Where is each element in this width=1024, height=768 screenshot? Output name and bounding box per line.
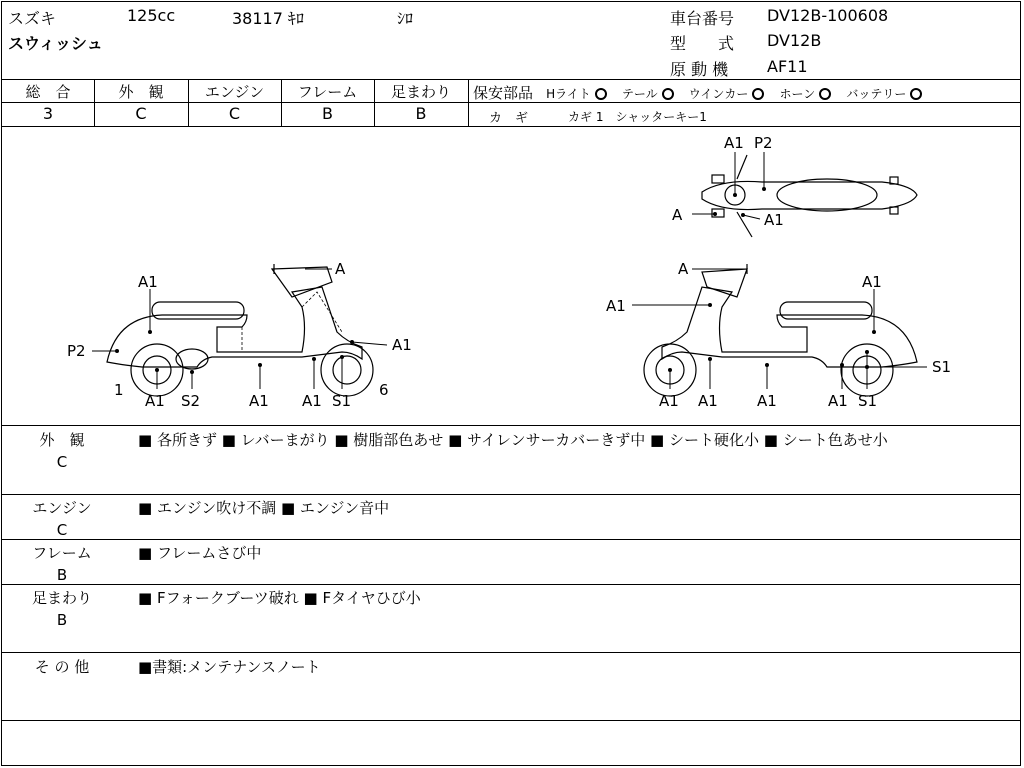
rating-value-engine: C bbox=[228, 104, 241, 123]
diagram-label: A1 bbox=[302, 392, 322, 410]
model-name: スウィッシュ bbox=[8, 34, 103, 53]
diagram-label: A1 bbox=[392, 336, 412, 354]
diagram-label: A1 bbox=[138, 273, 158, 291]
detail-grade-suspension: B bbox=[56, 611, 68, 629]
diagram-label: A1 bbox=[698, 392, 718, 410]
diagram-label: A1 bbox=[606, 297, 626, 315]
ok-circle-icon bbox=[752, 88, 764, 100]
detail-category-engine: エンジン bbox=[32, 499, 92, 517]
mileage: 38117 ｷﾛ bbox=[232, 9, 304, 28]
diagram-label: A1 bbox=[764, 211, 784, 229]
detail-text-exterior: ■ 各所きず ■ レバーまがり ■ 樹脂部色あせ ■ サイレンサーカバーきず中 ■ シート硬化小 ■ シート色あせ小 bbox=[138, 431, 888, 449]
safety-item-horn: ホーン bbox=[779, 87, 816, 101]
diagram-label: P2 bbox=[67, 342, 86, 360]
ok-circle-icon bbox=[662, 88, 674, 100]
diagram-label: P2 bbox=[754, 134, 773, 152]
body-color: ｼﾛ bbox=[397, 9, 414, 28]
rating-header-frame: フレーム bbox=[297, 83, 358, 101]
rating-header-exterior: 外 観 bbox=[118, 83, 164, 101]
diagram-label: A1 bbox=[757, 392, 777, 410]
safety-item-tail: テール bbox=[621, 87, 658, 101]
detail-text-suspension: ■ Fフォークブーツ破れ ■ Fタイヤひび小 bbox=[138, 589, 421, 607]
scooter-diagram bbox=[2, 127, 1020, 424]
divider bbox=[2, 102, 468, 103]
detail-category-suspension: 足まわり bbox=[31, 589, 92, 607]
rating-header-total: 総 合 bbox=[25, 83, 71, 101]
detail-category-other: そ の 他 bbox=[34, 658, 90, 676]
chassis-label: 車台番号 bbox=[670, 9, 735, 28]
divider bbox=[2, 539, 1020, 540]
diagram-label: S2 bbox=[181, 392, 201, 410]
maker: スズキ bbox=[8, 9, 57, 28]
displacement: 125cc bbox=[127, 6, 176, 25]
inspection-sheet bbox=[1, 1, 1021, 766]
detail-text-frame: ■ フレームさび中 bbox=[138, 544, 262, 562]
safety-row bbox=[473, 82, 932, 103]
divider bbox=[2, 652, 1020, 653]
divider bbox=[2, 425, 1020, 426]
diagram-label: A bbox=[678, 260, 689, 278]
divider bbox=[2, 79, 1020, 80]
detail-text-engine: ■ エンジン吹け不調 ■ エンジン音中 bbox=[138, 499, 390, 517]
diagram-label: S1 bbox=[332, 392, 352, 410]
rating-value-suspension: B bbox=[415, 104, 427, 123]
detail-grade-frame: B bbox=[56, 566, 68, 584]
ok-circle-icon bbox=[819, 88, 831, 100]
diagram-label: A1 bbox=[828, 392, 848, 410]
rating-value-total: 3 bbox=[42, 104, 54, 123]
diagram-label: A bbox=[672, 206, 683, 224]
ok-circle-icon bbox=[910, 88, 922, 100]
engine-label: 原 動 機 bbox=[670, 60, 729, 79]
detail-category-exterior: 外 観 bbox=[39, 431, 85, 449]
diagram-label: A1 bbox=[862, 273, 882, 291]
divider bbox=[2, 494, 1020, 495]
chassis-value: DV12B-100608 bbox=[767, 6, 889, 25]
type-label: 型 式 bbox=[670, 34, 735, 53]
engine-value: AF11 bbox=[767, 57, 808, 76]
diagram-label: S1 bbox=[858, 392, 878, 410]
detail-text-other: ■書類:メンテナンスノート bbox=[138, 658, 321, 676]
diagram-label: A1 bbox=[145, 392, 165, 410]
diagram-label: S1 bbox=[932, 358, 952, 376]
diagram-label: A1 bbox=[724, 134, 744, 152]
ok-circle-icon bbox=[595, 88, 607, 100]
diagram-label: A1 bbox=[249, 392, 269, 410]
safety-item-winker: ウインカー bbox=[688, 87, 749, 101]
diagram-label: 1 bbox=[114, 381, 124, 399]
key-value: カギ 1 シャッターキー1 bbox=[568, 110, 707, 124]
safety-item-headlight: Hライト bbox=[546, 87, 591, 101]
safety-label: 保安部品 bbox=[473, 84, 534, 102]
detail-grade-engine: C bbox=[56, 521, 68, 539]
rating-value-exterior: C bbox=[135, 104, 147, 123]
divider bbox=[2, 720, 1020, 721]
key-label: カ ギ bbox=[489, 111, 529, 126]
diagram-label: 6 bbox=[379, 381, 389, 399]
diagram-label: A1 bbox=[659, 392, 679, 410]
type-value: DV12B bbox=[767, 31, 822, 50]
rating-header-engine: エンジン bbox=[204, 83, 265, 101]
safety-item-battery: バッテリー bbox=[846, 87, 907, 101]
detail-grade-exterior: C bbox=[56, 453, 68, 471]
divider bbox=[468, 79, 469, 126]
rating-header-suspension: 足まわり bbox=[390, 83, 451, 101]
rating-value-frame: B bbox=[322, 104, 333, 123]
diagram-label: A bbox=[335, 260, 346, 278]
divider bbox=[2, 584, 1020, 585]
detail-category-frame: フレーム bbox=[32, 544, 92, 562]
